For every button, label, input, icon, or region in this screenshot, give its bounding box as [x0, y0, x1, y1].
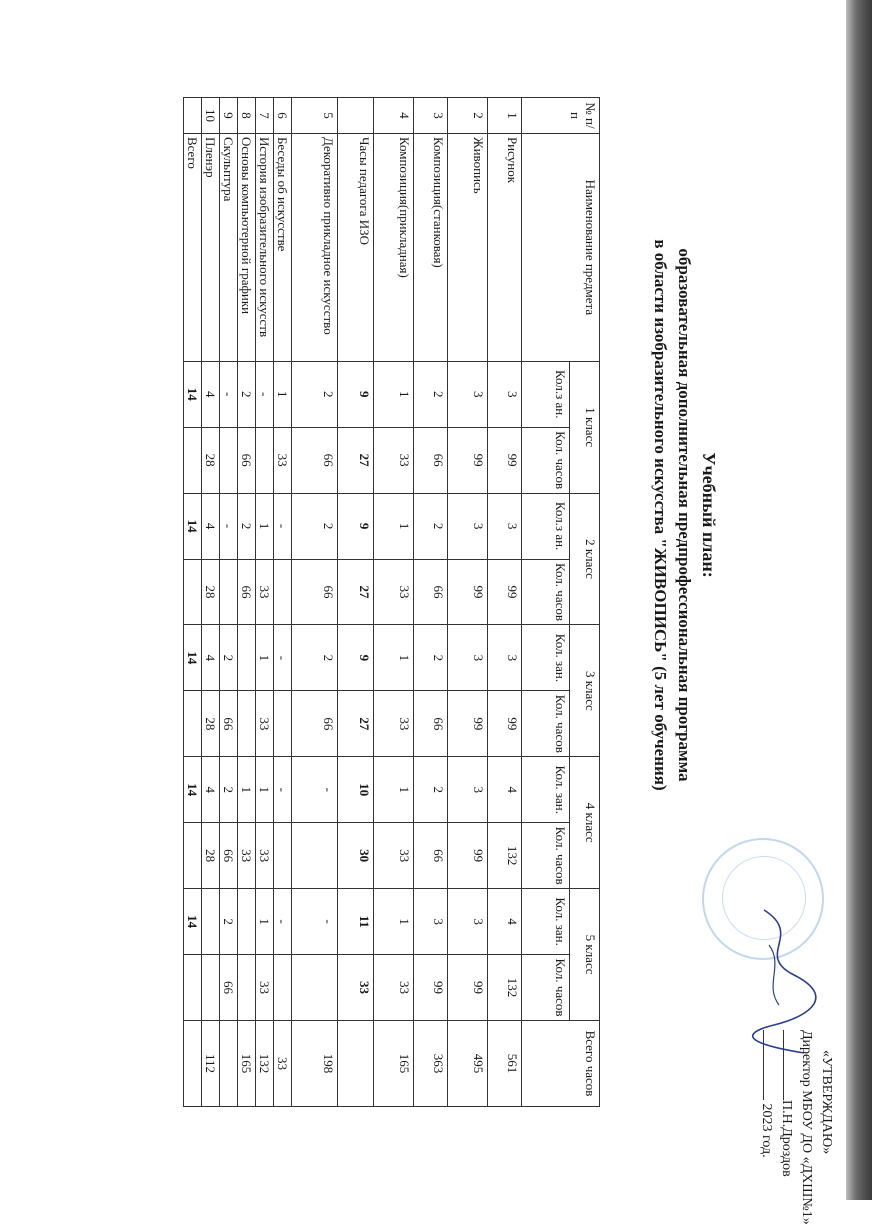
hours-cell: 99: [488, 427, 522, 493]
lessons-cell: 2: [414, 757, 448, 823]
hours-cell: 66: [414, 823, 448, 889]
total-hours-cell: [220, 1020, 238, 1106]
lessons-cell: 4: [202, 361, 220, 427]
lessons-cell: 2: [238, 361, 256, 427]
total-hours-cell: 165: [238, 1020, 256, 1106]
lessons-cell: 1: [256, 493, 274, 559]
subject-name: Основы компьютерной графики: [238, 133, 256, 361]
hours-cell: 66: [292, 427, 338, 493]
lessons-cell: 9: [338, 493, 374, 559]
hours-cell: 66: [414, 559, 448, 625]
total-hours-cell: [338, 1020, 374, 1106]
subcol-lessons: Кол.з ан.: [522, 493, 570, 559]
col-class-5: 5 класс: [570, 889, 600, 1021]
lessons-cell: 1: [256, 889, 274, 955]
hours-cell: 99: [448, 691, 488, 757]
lessons-cell: 2: [414, 361, 448, 427]
document-title: [648, 165, 722, 865]
hours-cell: 33: [374, 691, 414, 757]
lessons-cell: 2: [414, 493, 448, 559]
curriculum-table: [183, 97, 600, 1107]
hours-cell: 99: [448, 955, 488, 1021]
hours-cell: [184, 427, 202, 493]
hours-cell: 33: [338, 955, 374, 1021]
hours-cell: 27: [338, 691, 374, 757]
table-row: [220, 98, 238, 1107]
subject-name: Декоративно прикладное искусство: [292, 133, 338, 361]
hours-cell: 66: [414, 427, 448, 493]
subject-name: Беседы об искусстве: [274, 133, 292, 361]
col-name: Наименование предмета: [522, 133, 600, 361]
col-class-1: 1 класс: [570, 361, 600, 493]
total-hours-cell: 112: [202, 1020, 220, 1106]
hours-cell: 66: [292, 559, 338, 625]
approval-name-line: [776, 1030, 796, 1200]
hours-cell: 33: [256, 691, 274, 757]
table-row: [414, 98, 448, 1107]
hours-cell: 27: [338, 427, 374, 493]
lessons-cell: -: [220, 361, 238, 427]
lessons-cell: 4: [202, 757, 220, 823]
lessons-cell: 2: [414, 625, 448, 691]
hours-cell: [274, 955, 292, 1021]
hours-cell: 132: [488, 823, 522, 889]
table-row: [238, 98, 256, 1107]
hours-cell: [256, 427, 274, 493]
table-row: [184, 98, 202, 1107]
approval-heading: «УТВЕРЖДАЮ»: [819, 1050, 834, 1155]
lessons-cell: 2: [220, 757, 238, 823]
hours-cell: [220, 427, 238, 493]
subcol-hours: Кол. часов: [522, 559, 570, 625]
total-hours-cell: 561: [488, 1020, 522, 1106]
hours-cell: [274, 823, 292, 889]
total-hours-cell: 165: [374, 1020, 414, 1106]
lessons-cell: 1: [256, 757, 274, 823]
row-number: 10: [202, 98, 220, 134]
lessons-cell: 1: [256, 625, 274, 691]
lessons-cell: -: [274, 889, 292, 955]
lessons-cell: 14: [184, 889, 202, 955]
lessons-cell: 3: [448, 625, 488, 691]
hours-cell: 132: [488, 955, 522, 1021]
hours-cell: [184, 691, 202, 757]
lessons-cell: 14: [184, 757, 202, 823]
lessons-cell: -: [274, 493, 292, 559]
hours-cell: 28: [202, 823, 220, 889]
subject-name: Всего: [184, 133, 202, 361]
subject-name: Скульптура: [220, 133, 238, 361]
lessons-cell: 3: [414, 889, 448, 955]
subject-name: История изобразительного искусств: [256, 133, 274, 361]
hours-cell: 27: [338, 559, 374, 625]
row-number: [338, 98, 374, 134]
lessons-cell: 1: [374, 361, 414, 427]
hours-cell: [238, 955, 256, 1021]
hours-cell: 66: [238, 427, 256, 493]
hours-cell: 33: [256, 823, 274, 889]
hours-cell: 30: [338, 823, 374, 889]
hours-cell: 66: [220, 823, 238, 889]
lessons-cell: -: [292, 889, 338, 955]
subcol-lessons: Кол. зан.: [522, 757, 570, 823]
lessons-cell: 14: [184, 493, 202, 559]
hours-cell: [184, 823, 202, 889]
table-row: [202, 98, 220, 1107]
title-sub2: в области изобразительного искусства "ЖИВОПИСЬ" (5 лет обучения): [651, 239, 670, 791]
table-row: [488, 98, 522, 1107]
lessons-cell: -: [256, 361, 274, 427]
lessons-cell: 2: [238, 493, 256, 559]
lessons-cell: 4: [202, 625, 220, 691]
lessons-cell: 14: [184, 625, 202, 691]
lessons-cell: -: [220, 493, 238, 559]
hours-cell: [238, 691, 256, 757]
hours-cell: 99: [448, 823, 488, 889]
hours-cell: [292, 955, 338, 1021]
subject-name: Пленэр: [202, 133, 220, 361]
table-row: [256, 98, 274, 1107]
approval-block: [756, 1030, 836, 1225]
approval-year-line: [756, 1030, 776, 1200]
hours-cell: 99: [448, 559, 488, 625]
hours-cell: [202, 955, 220, 1021]
lessons-cell: [202, 889, 220, 955]
hours-cell: 99: [414, 955, 448, 1021]
hours-cell: 99: [488, 559, 522, 625]
total-hours-cell: 33: [274, 1020, 292, 1106]
lessons-cell: -: [274, 625, 292, 691]
lessons-cell: 1: [238, 757, 256, 823]
subcol-lessons: Кол.з ан.: [522, 361, 570, 427]
hours-cell: 33: [374, 559, 414, 625]
subject-name: Композиция(станковая): [414, 133, 448, 361]
title-main: Учебный план:: [699, 452, 719, 578]
lessons-cell: 4: [488, 889, 522, 955]
row-number: 2: [448, 98, 488, 134]
lessons-cell: 14: [184, 361, 202, 427]
lessons-cell: 9: [338, 625, 374, 691]
lessons-cell: [238, 889, 256, 955]
lessons-cell: 3: [448, 757, 488, 823]
hours-cell: 33: [238, 823, 256, 889]
col-class-3: 3 класс: [570, 625, 600, 757]
subcol-hours: Кол. часов: [522, 691, 570, 757]
lessons-cell: 3: [488, 493, 522, 559]
table-row: [338, 98, 374, 1107]
total-hours-cell: 363: [414, 1020, 448, 1106]
hours-cell: [274, 691, 292, 757]
lessons-cell: 1: [274, 361, 292, 427]
subcol-hours: Кол. часов: [522, 955, 570, 1021]
lessons-cell: 10: [338, 757, 374, 823]
lessons-cell: -: [292, 757, 338, 823]
total-hours-cell: 198: [292, 1020, 338, 1106]
hours-cell: 33: [374, 955, 414, 1021]
lessons-cell: 3: [448, 361, 488, 427]
lessons-cell: 1: [374, 757, 414, 823]
table-body: [184, 98, 522, 1107]
lessons-cell: -: [274, 757, 292, 823]
hours-cell: 33: [374, 823, 414, 889]
hours-cell: 33: [374, 427, 414, 493]
total-hours-cell: 132: [256, 1020, 274, 1106]
row-number: 3: [414, 98, 448, 134]
row-number: 7: [256, 98, 274, 134]
lessons-cell: 9: [338, 361, 374, 427]
col-class-4: 4 класс: [570, 757, 600, 889]
hours-cell: 66: [220, 691, 238, 757]
approval-director: Директор МБОУ ДО «ДХШ№1»: [799, 1030, 814, 1225]
hours-cell: [220, 559, 238, 625]
col-total: Всего часов: [522, 1020, 600, 1106]
hours-cell: 99: [488, 691, 522, 757]
row-number: 8: [238, 98, 256, 134]
subject-name: Живопись: [448, 133, 488, 361]
lessons-cell: 3: [448, 889, 488, 955]
lessons-cell: 4: [488, 757, 522, 823]
lessons-cell: 1: [374, 625, 414, 691]
subject-name: Часы педагога ИЗО: [338, 133, 374, 361]
subcol-lessons: Кол. зан.: [522, 625, 570, 691]
row-number: [184, 98, 202, 134]
hours-cell: 28: [202, 559, 220, 625]
subject-name: Композиция(прикладная): [374, 133, 414, 361]
table-row: [274, 98, 292, 1107]
lessons-cell: [238, 625, 256, 691]
subcol-hours: Кол. часов: [522, 427, 570, 493]
lessons-cell: 2: [292, 361, 338, 427]
hours-cell: 33: [274, 427, 292, 493]
lessons-cell: 1: [374, 889, 414, 955]
lessons-cell: 1: [374, 493, 414, 559]
total-hours-cell: 495: [448, 1020, 488, 1106]
lessons-cell: 3: [488, 625, 522, 691]
lessons-cell: 3: [448, 493, 488, 559]
hours-cell: 28: [202, 691, 220, 757]
hours-cell: 66: [292, 691, 338, 757]
row-number: 6: [274, 98, 292, 134]
hours-cell: 66: [220, 955, 238, 1021]
subcol-lessons: Кол. зан.: [522, 889, 570, 955]
hours-cell: [292, 823, 338, 889]
hours-cell: 33: [256, 955, 274, 1021]
row-number: 9: [220, 98, 238, 134]
table-row: [374, 98, 414, 1107]
hours-cell: [184, 955, 202, 1021]
lessons-cell: 2: [220, 625, 238, 691]
lessons-cell: 4: [202, 493, 220, 559]
subject-name: Рисунок: [488, 133, 522, 361]
lessons-cell: 2: [220, 889, 238, 955]
hours-cell: 99: [448, 427, 488, 493]
subcol-hours: Кол. часов: [522, 823, 570, 889]
lessons-cell: 2: [292, 625, 338, 691]
hours-cell: 33: [256, 559, 274, 625]
hours-cell: [274, 559, 292, 625]
col-class-2: 2 класс: [570, 493, 600, 625]
hours-cell: [184, 559, 202, 625]
row-number: 5: [292, 98, 338, 134]
lessons-cell: 11: [338, 889, 374, 955]
total-hours-cell: [184, 1020, 202, 1106]
table-head: [522, 98, 600, 1107]
table-row: [292, 98, 338, 1107]
table-row: [448, 98, 488, 1107]
hours-cell: 66: [414, 691, 448, 757]
lessons-cell: 3: [488, 361, 522, 427]
title-sub1: образовательная дополнительная предпрофессиональная программа: [675, 248, 694, 782]
hours-cell: 28: [202, 427, 220, 493]
approval-year: 2023 год.: [759, 1103, 774, 1158]
hours-cell: 66: [238, 559, 256, 625]
lessons-cell: 2: [292, 493, 338, 559]
row-number: 4: [374, 98, 414, 134]
col-num: № п/п: [522, 98, 600, 134]
director-signature: [744, 905, 824, 1055]
row-number: 1: [488, 98, 522, 134]
approval-name: П.Н.Дроздов: [779, 1100, 794, 1177]
